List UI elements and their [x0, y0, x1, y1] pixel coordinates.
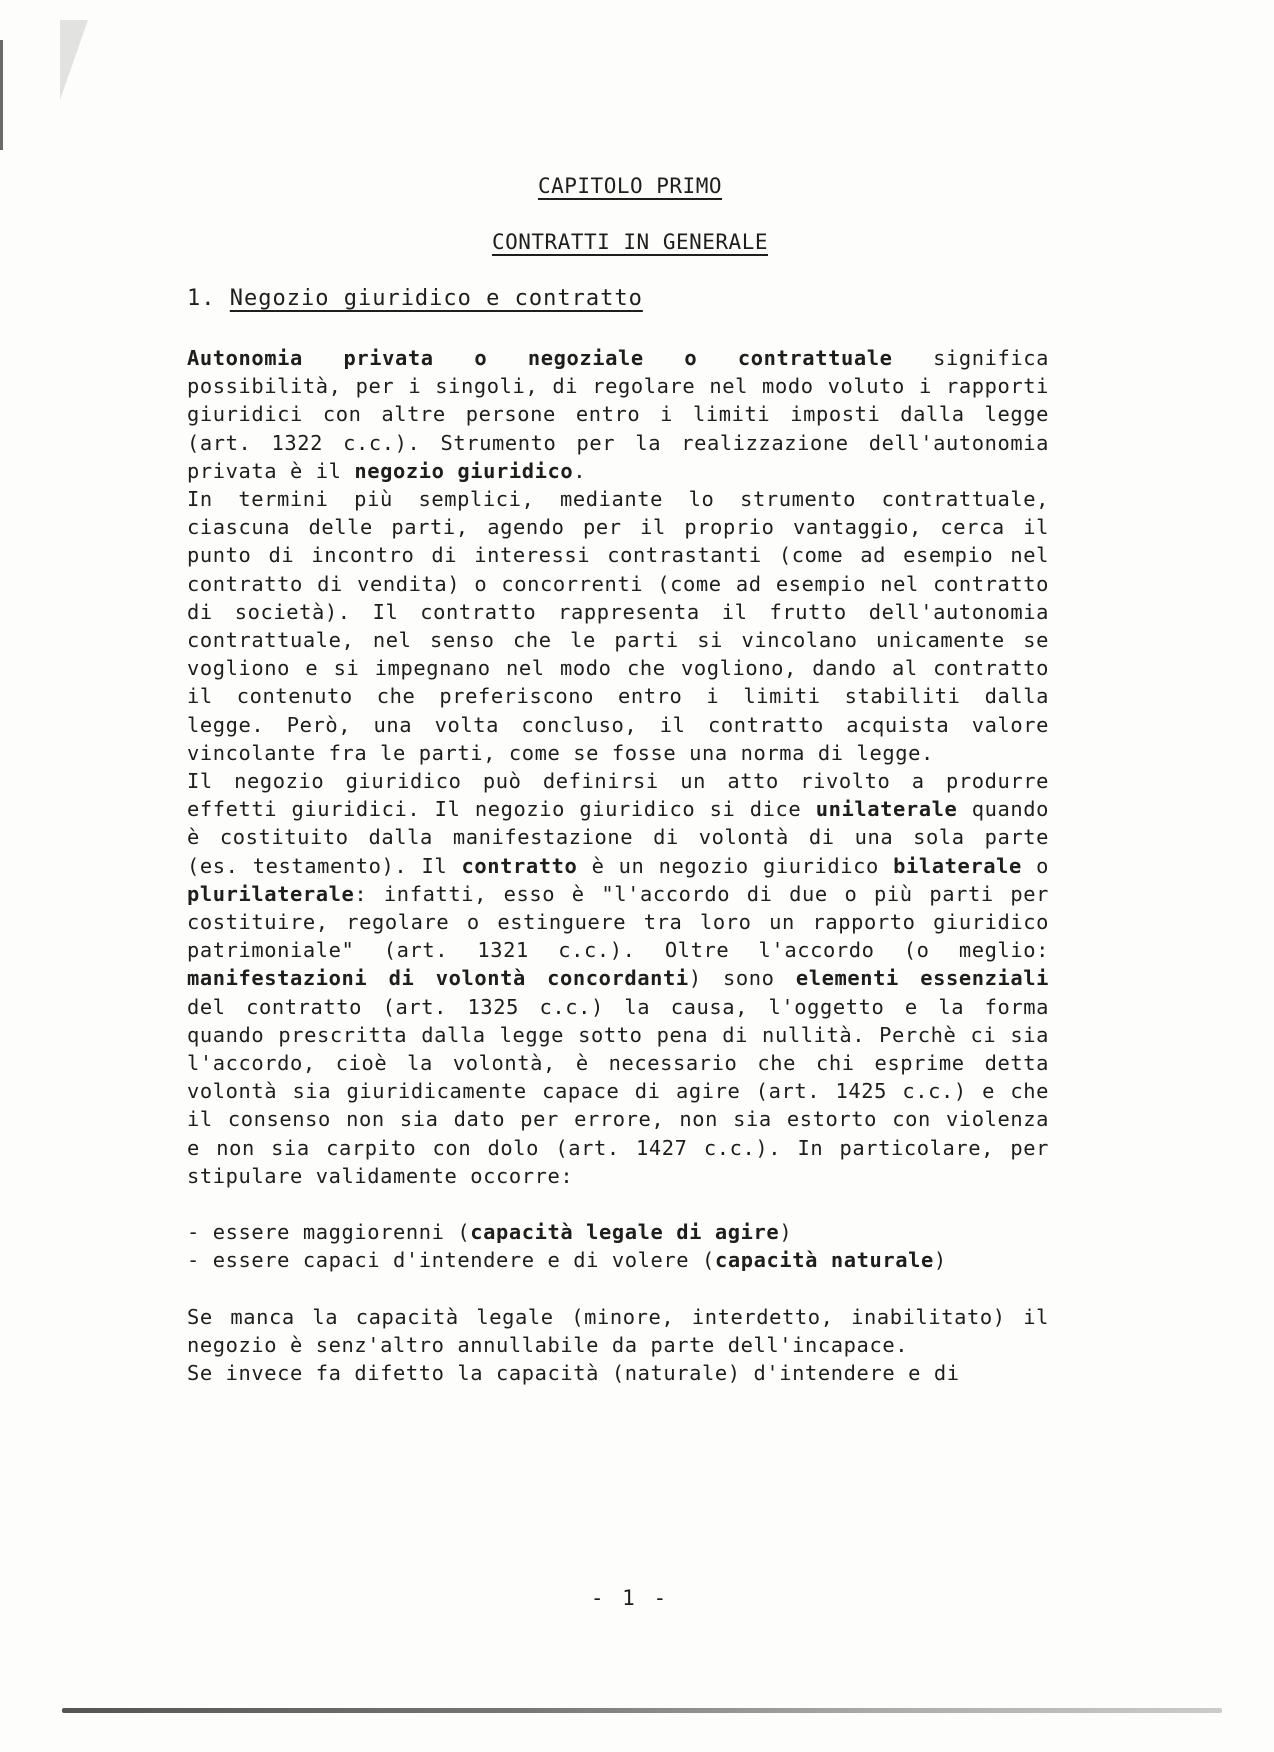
spacer — [187, 1190, 1049, 1218]
paragraph-2: In termini più semplici, mediante lo strumento contrattuale, ciascuna delle parti, agendo per il proprio vantaggio, cerca il punto di incontro di interessi contrastanti (come ad esempio nel contratto di vendita) o concorrenti (come ad esempio nel contratto di società). Il contratto rappresenta il frutto dell'autonomia contrattuale, nel senso che le parti si vincolano unicamente se vogliono e si impegnano nel modo che vogliono, dando al contratto il contenuto che preferiscono entro i limiti stabiliti dalla legge. Però, una volta concluso, il contratto acquista valore vincolante fra le parti, come se fosse una norma di legge. — [187, 487, 1049, 765]
paragraph-5: Se invece fa difetto la capacità (naturale) d'intendere e di — [187, 1360, 960, 1385]
scan-edge-mark — [0, 40, 3, 150]
paragraph-3: Il negozio giuridico può definirsi un atto rivolto a produrre effetti giuridici. Il negozio giuridico si dice unilaterale quando è costituito dalla manifestazione di volontà di una sola parte (es. testamento). Il contratto è un negozio giuridico bilaterale o plurilaterale: infatti, esso è "l'accordo di due o più parti per costituire, regolare o estinguere tra loro un rapporto giuridico patrimoniale" (art. 1321 c.c.). Oltre l'accordo (o meglio: manifestazioni di volontà concordanti) sono elementi essenziali del contratto (art. 1325 c.c.) la causa, l'oggetto e la forma quando prescritta dalla legge sotto pena di nullità. Perchè ci sia l'accordo, cioè la volontà, è necessario che chi esprime detta volontà sia giuridicamente capace di agire (art. 1425 c.c.) e che il consenso non sia dato per errore, non sia estorto con violenza e non sia carpito con dolo (art. 1427 c.c.). In particolare, per stipulare validamente occorre: — [187, 769, 1049, 1188]
list-item: - essere capaci d'intendere e di volere (capacità naturale) — [187, 1248, 947, 1273]
page-number: - 1 - — [590, 1586, 670, 1610]
chapter-title: CAPITOLO PRIMO — [537, 174, 722, 198]
section-heading — [187, 286, 643, 311]
list-item: - essere maggiorenni (capacità legale di agire) — [187, 1220, 793, 1245]
bottom-rule — [62, 1708, 1222, 1713]
section-title: Negozio giuridico e contratto — [229, 286, 643, 311]
chapter-subtitle: CONTRATTI IN GENERALE — [491, 230, 768, 254]
section-number: 1. — [187, 286, 216, 311]
body-text — [187, 344, 1049, 1387]
spacer — [187, 1275, 1049, 1303]
paragraph-4: Se manca la capacità legale (minore, interdetto, inabilitato) il negozio è senz'altro annullabile da parte dell'incapace. — [187, 1304, 1049, 1357]
paragraph-1: Autonomia privata o negoziale o contrattuale significa possibilità, per i singoli, di regolare nel modo voluto i rapporti giuridici con altre persone entro i limiti imposti dalla legge (art. 1322 c.c.). Strumento per la realizzazione dell'autonomia privata è il negozio giuridico. — [187, 346, 1049, 483]
requirements-list — [187, 1218, 1049, 1274]
scan-corner-mark — [60, 20, 88, 100]
